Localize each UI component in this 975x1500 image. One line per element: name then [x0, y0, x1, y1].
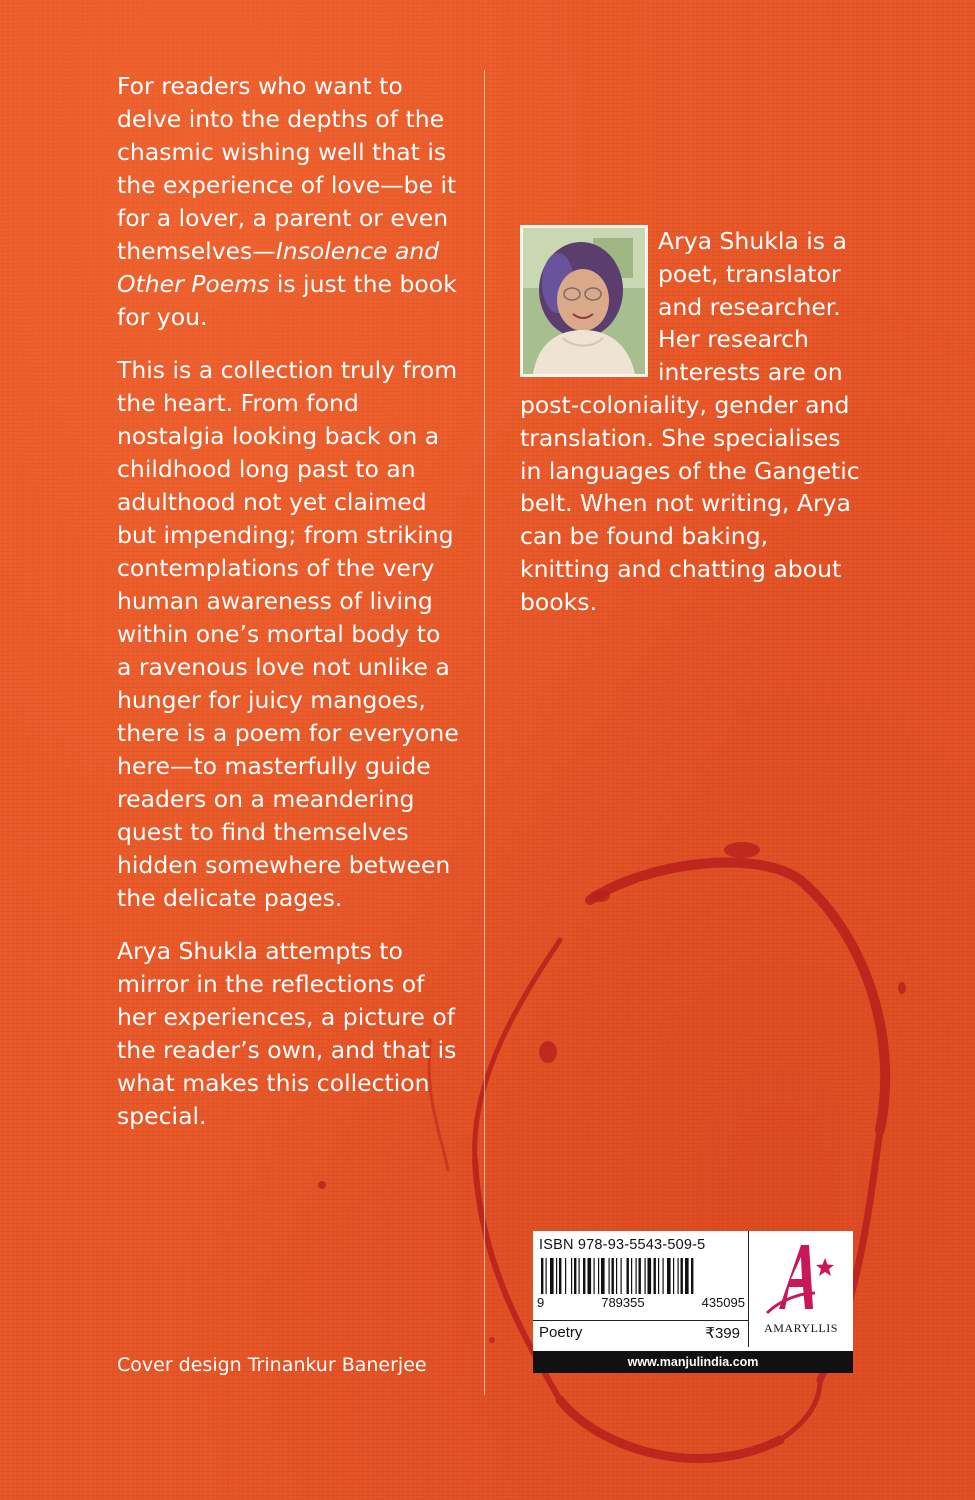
barcode-stripe — [645, 1258, 646, 1294]
author-bio — [520, 225, 865, 619]
barcode-stripe — [621, 1258, 622, 1294]
barcode-digit-group: 9 — [537, 1295, 545, 1310]
barcode-stripe — [627, 1258, 629, 1294]
publisher-url: www.manjulindia.com — [533, 1351, 853, 1373]
cover-design-credit: Cover design Trinankur Banerjee — [117, 1354, 427, 1376]
barcode-stripe — [571, 1258, 572, 1294]
barcode-stripe — [616, 1258, 617, 1294]
barcode-stripe — [612, 1258, 614, 1294]
blurb-paragraph-3: Arya Shukla attempts to mirror in the reflections of her experiences, a picture of the reader’s own, and that is what makes this collection special. — [117, 937, 457, 1130]
price-label: ₹399 — [705, 1325, 740, 1342]
barcode-stripe — [579, 1258, 580, 1294]
barcode-stripe — [648, 1258, 652, 1294]
blurb-paragraph-1-end: is just the book for you. — [117, 270, 457, 331]
barcode-stripe — [546, 1258, 547, 1294]
barcode-stripe — [663, 1258, 664, 1294]
publisher-logo — [749, 1231, 853, 1347]
barcode-stripe — [601, 1258, 605, 1294]
barcode-stripe — [609, 1258, 610, 1294]
barcode-stripe — [550, 1258, 554, 1294]
blurb-column — [117, 70, 462, 1153]
blurb-paragraph-2: This is a collection truly from the heart. From fond nostalgia looking back on a childhood long past to an adulthood not yet claimed but impending; from striking contemplations of the very human awareness of living within one’s mortal body to a ravenous love not unlike a hunger for juicy mangoes, there is a poem for everyone here—to masterfully guide readers on a meandering quest to find themselves hidden somewhere between the delicate pages. — [117, 356, 459, 912]
barcode-label — [533, 1231, 853, 1373]
blurb-paragraph-1 — [117, 70, 462, 334]
barcode-stripe — [556, 1258, 557, 1294]
barcode-stripe — [583, 1258, 585, 1294]
book-title-italic: Insolence and Other Poems — [117, 237, 440, 298]
barcode-digit-group: 789355 — [601, 1295, 645, 1310]
barcode-bars — [539, 1258, 743, 1294]
barcode-panel — [533, 1231, 749, 1347]
barcode-stripe — [685, 1258, 689, 1294]
barcode-stripe — [565, 1258, 566, 1294]
barcode-separator — [533, 1320, 748, 1321]
barcode-stripe — [678, 1258, 679, 1294]
barcode-stripe — [658, 1258, 659, 1294]
barcode-stripe — [588, 1258, 592, 1294]
publisher-name: AMARYLLIS — [764, 1321, 838, 1335]
author-photo — [520, 225, 648, 377]
amaryllis-logo-icon — [749, 1231, 853, 1321]
barcode-stripe — [631, 1258, 632, 1294]
barcode-stripe — [681, 1258, 683, 1294]
barcode-stripe — [598, 1258, 599, 1294]
author-bio-text: Arya Shukla is a poet, translator and researcher. Her research interests are on post-coloniality, gender and translation. She specialises in languages of the Gangetic belt. When not writing, Arya can be found baking, knitting and chatting about books. — [520, 227, 860, 616]
barcode-stripe — [654, 1258, 656, 1294]
barcode-stripe — [636, 1258, 637, 1294]
barcode-stripe — [639, 1258, 641, 1294]
column-divider — [484, 70, 485, 1395]
barcode-digits — [537, 1295, 745, 1310]
barcode-stripe — [594, 1258, 595, 1294]
barcode-stripe — [559, 1258, 561, 1294]
barcode-stripe — [574, 1258, 576, 1294]
barcode-digit-group: 435095 — [701, 1295, 745, 1310]
blurb-paragraph-1-text: For readers who want to delve into the depths of the chasmic wishing well that is the experience of love—be it for a lover, a parent or even themselves— — [117, 72, 457, 265]
isbn-text: ISBN 978-93-5543-509-5 — [539, 1237, 706, 1253]
barcode-stripe — [667, 1258, 671, 1294]
barcode-stripe — [691, 1258, 693, 1294]
barcode-stripe — [541, 1258, 543, 1294]
barcode-stripe — [673, 1258, 674, 1294]
genre-label: Poetry — [539, 1324, 583, 1341]
